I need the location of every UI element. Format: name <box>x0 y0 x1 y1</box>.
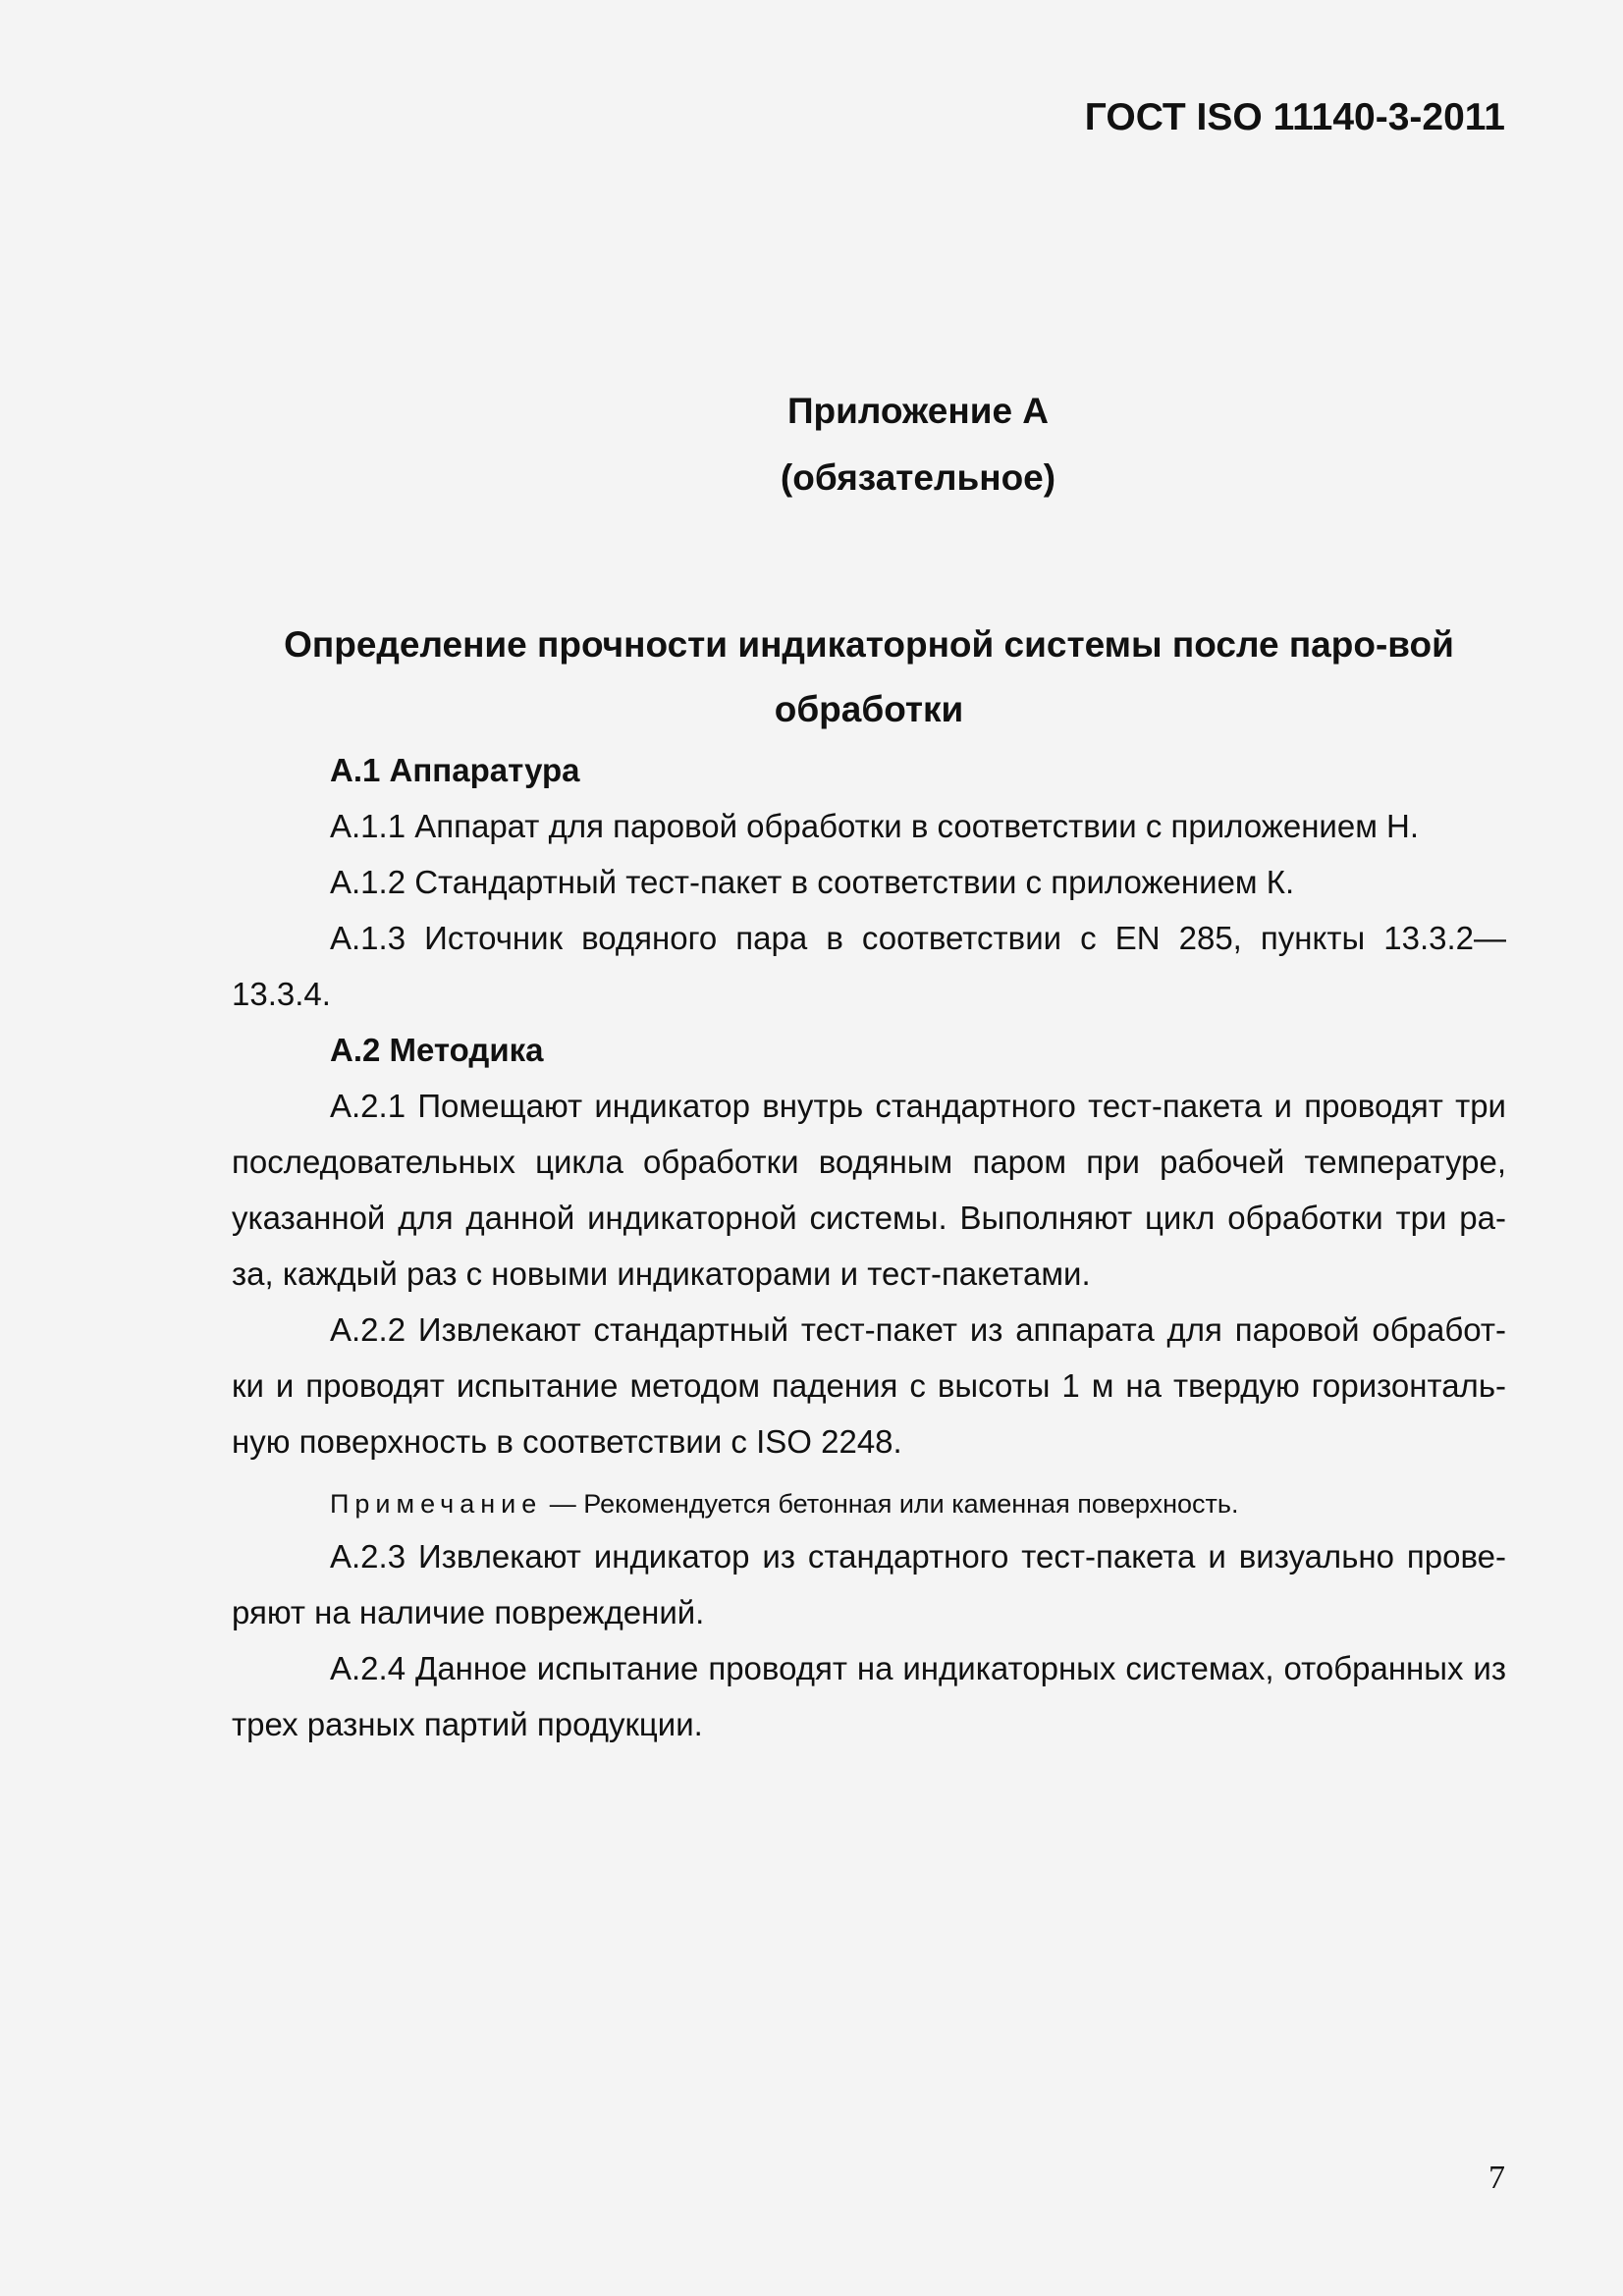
document-code: ГОСТ ISO 11140-3-2011 <box>1084 96 1505 138</box>
paragraph-a2-1: А.2.1 Помещают индикатор внутрь стандартного тест-пакета и проводят три последовательных цикла обработки водяным паром при рабочей температуре, указанной для данной индикаторной системы. Выполняют цикл обработки три ра-за, каждый раз с новыми индикаторами и тест-пакетами. <box>232 1088 1506 1292</box>
paragraph-a2-3: А.2.3 Извлекают индикатор из стандартного тест-пакета и визуально прове-ряют на наличие повреждений. <box>232 1538 1506 1630</box>
note <box>232 1479 1506 1528</box>
annex-title: Приложение А <box>786 391 1050 431</box>
document-body <box>232 742 1506 1752</box>
annex-status: (обязательное) <box>780 457 1056 498</box>
note-text: — Рекомендуется бетонная или каменная поверхность. <box>542 1489 1239 1519</box>
paragraph-a1-2: А.1.2 Стандартный тест-пакет в соответствии с приложением К. <box>330 864 1295 900</box>
paragraph-a1-3: А.1.3 Источник водяного пара в соответствии с EN 285, пункты 13.3.2—13.3.4. <box>232 920 1506 1012</box>
page-number: 7 <box>1488 2160 1505 2196</box>
paragraph-a2-4: А.2.4 Данное испытание проводят на индикаторных системах, отобранных из трех разных партий продукции. <box>232 1650 1506 1742</box>
heading-apparatus: А.1 Аппаратура <box>330 752 580 788</box>
note-label: Примечание <box>330 1489 543 1519</box>
heading-method: А.2 Методика <box>330 1032 544 1068</box>
paragraph-a2-2: А.2.2 Извлекают стандартный тест-пакет из аппарата для паровой обработ-ки и проводят испытание методом падения с высоты 1 м на твердую горизонталь-ную поверхность в соответствии с ISO 2248. <box>232 1311 1506 1460</box>
section-title: Определение прочности индикаторной системы после паро-вой обработки <box>284 624 1454 729</box>
paragraph-a1-1: А.1.1 Аппарат для паровой обработки в соответствии с приложением Н. <box>330 808 1420 844</box>
